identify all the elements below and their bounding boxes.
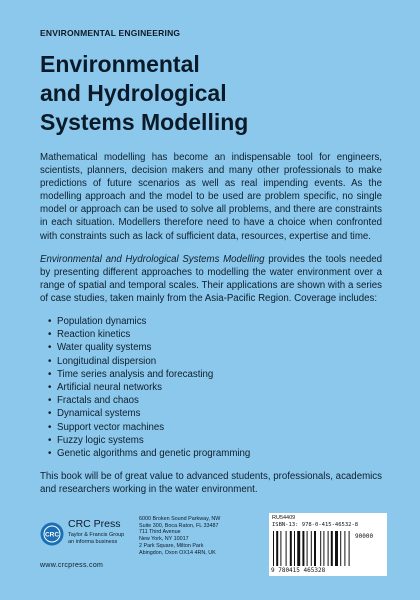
publisher-group-name: Taylor & Francis Group (68, 532, 125, 538)
address-line: Suite 300, Boca Raton, FL 33487 (139, 522, 219, 529)
coverage-item: • Longitudinal dispersion (48, 355, 382, 368)
coverage-item: • Time series analysis and forecasting (48, 368, 382, 381)
product-code: RU54409 (272, 515, 296, 521)
coverage-item: • Fuzzy logic systems (48, 434, 382, 447)
barcode-bars (273, 531, 351, 566)
address-line: 2 Park Square, Milton Park (139, 542, 204, 549)
back-cover-text (40, 151, 382, 506)
publisher-group (68, 532, 124, 546)
coverage-item: • Reaction kinetics (48, 328, 382, 341)
tools-paragraph-text: provides the tools needed by presenting different approaches to modelling the water environment over a range of spatial and temporal scales. Their applications are shown with a series of case studies, taken mainly from the Asia-Pacific Region. Coverage includes: (40, 253, 382, 304)
publisher-name: CRC Press (68, 518, 121, 530)
title-line-2: and Hydrological (40, 80, 227, 106)
book-title-inline: Environmental and Hydrological Systems Modelling (40, 253, 265, 265)
coverage-item: • Fractals and chaos (48, 394, 382, 407)
tools-paragraph (40, 253, 382, 305)
address-line: 711 Third Avenue (139, 529, 181, 536)
coverage-item: • Artificial neural networks (48, 381, 382, 394)
address-line: Abingdon, Oxon OX14 4RN, UK (139, 549, 216, 556)
closing-paragraph: This book will be of great value to advanced students, professionals, academics and researchers working in the water environment. (40, 471, 382, 496)
address-line: 6000 Broken Sound Parkway, NW (139, 516, 221, 522)
series-label: ENVIRONMENTAL ENGINEERING (40, 28, 181, 38)
publisher-address (139, 516, 220, 556)
publisher-tagline: an informa business (68, 539, 118, 545)
price-code: 90000 (355, 533, 374, 540)
coverage-list (40, 315, 382, 460)
coverage-item: • Dynamical systems (48, 407, 382, 420)
coverage-item: • Water quality systems (48, 341, 382, 354)
coverage-item: • Population dynamics (48, 315, 382, 328)
barcode-number: 9 780415 465328 (271, 567, 326, 574)
publisher-url: www.crcpress.com (40, 562, 104, 569)
barcode-panel (269, 513, 387, 576)
coverage-item: • Support vector machines (48, 421, 382, 434)
coverage-item: • Genetic algorithms and genetic programming (48, 447, 382, 460)
isbn-text: ISBN-13: 978-0-415-46532-8 (272, 522, 359, 528)
description-paragraph: Mathematical modelling has become an indispensable tool for engineers, scientists, planners, decision makers and many other professionals to make predictions of future scenarios as well as real impending events. As the modelling approach and the model to be used are problem specific, no single model or approach can be used to solve all problems, and there are constraints in each situation. Modellers therefore need to have a choice when confronted with constraints such as lack of sufficient data, resources, expertise and time. (40, 152, 382, 242)
title-line-3: Systems Modelling (40, 109, 249, 135)
crc-press-logo-icon (40, 522, 64, 546)
svg-text:CRC: CRC (44, 531, 60, 539)
book-title (40, 50, 248, 137)
address-line: New York, NY 10017 (139, 536, 189, 543)
title-line-1: Environmental (40, 51, 200, 77)
